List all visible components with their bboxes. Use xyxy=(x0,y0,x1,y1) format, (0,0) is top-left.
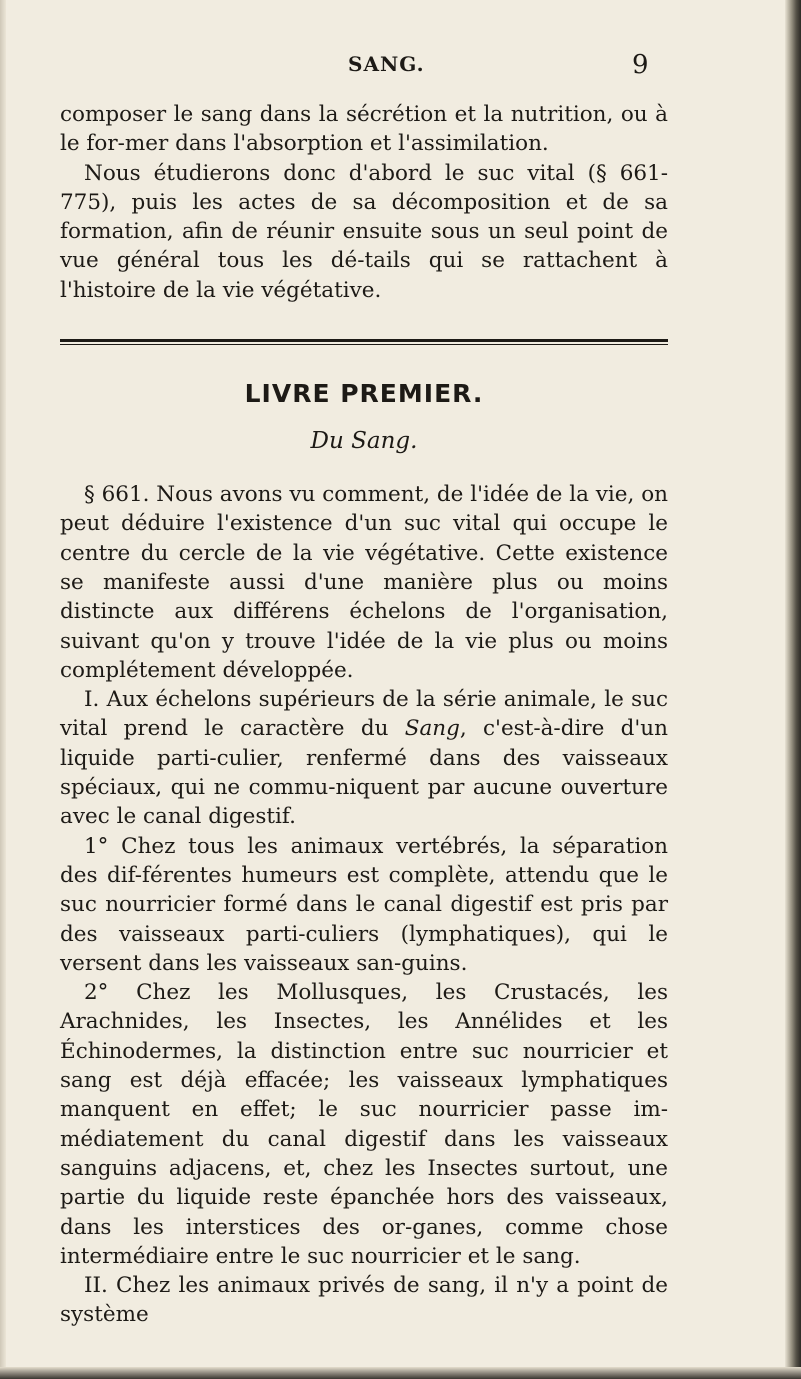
divider-thick-rule xyxy=(60,339,668,342)
paragraph-invertebrates: 2° Chez les Mollusques, les Crustacés, les Arachnides, les Insectes, les Annélides et les Échinodermes, la distinction entre suc nourricier et sang est déjà effacée; les vaisseaux lymphatiques manquent en effet; le suc nourricier passe im-médiatement du canal digestif dans les vaisseaux sanguins adjacens, et, chez les Insectes surtout, une partie du liquide reste épanchée hors des vaisseaux, dans les interstices des or-ganes, comme chose intermédiaire entre le suc nourricier et le sang. xyxy=(60,980,668,1269)
intro-paragraph-1: composer le sang dans la sécrétion et la nutrition, ou à le for-mer dans l'absorption et l'assimilation. xyxy=(60,102,668,157)
intro-text xyxy=(60,100,668,305)
paragraph-I-italic-term: Sang xyxy=(404,716,460,742)
paragraph-I-start: I. Aux échelons supérieurs de la série animale, le suc vital prend le caractère du xyxy=(60,687,668,742)
book-page xyxy=(60,50,780,1330)
paragraph-vertebrates: 1° Chez tous les animaux vertébrés, la séparation des dif-férentes humeurs est complète, attendu que le suc nourricier formé dans le canal digestif est pris par des vaisseaux parti-culiers (lymphatiques), qui le versent dans les vaisseaux san-guins. xyxy=(60,833,668,976)
main-text xyxy=(60,480,668,1330)
scan-edge-left xyxy=(0,0,6,1379)
book-subtitle: Du Sang. xyxy=(310,428,418,455)
scan-edge-bottom xyxy=(0,1367,801,1379)
page-number: 9 xyxy=(632,50,649,80)
divider-thin-rule xyxy=(60,344,668,345)
running-head xyxy=(60,52,680,82)
paragraph-II: II. Chez les animaux privés de sang, il n'y a point de système xyxy=(60,1273,668,1328)
intro-paragraph-2: Nous étudierons donc d'abord le suc vital (§ 661-775), puis les actes de sa décomposition et de sa formation, afin de réunir ensuite sous un seul point de vue général tous les dé-tails qui se rattachent à l'histoire de la vie végétative. xyxy=(60,160,668,303)
scan-edge-right xyxy=(785,0,801,1379)
book-title: LIVRE PREMIER. xyxy=(244,379,484,409)
paragraph-661: § 661. Nous avons vu comment, de l'idée de la vie, on peut déduire l'existence d'un suc vital qui occupe le centre du cercle de la vie végétative. Cette existence se manifeste aussi d'une manière plus ou moins distincte aux différens échelons de l'organisation, suivant qu'on y trouve l'idée de la vie plus ou moins complétement développée. xyxy=(60,482,668,683)
paragraph-I xyxy=(60,685,668,831)
running-head-title: SANG. xyxy=(348,52,425,76)
paragraph-I-end: , c'est-à-dire d'un liquide parti-culier, renfermé dans des vaisseaux spéciaux, qui ne commu-niquent par aucune ouverture avec le canal digestif. xyxy=(60,716,668,830)
section-divider xyxy=(60,339,668,345)
